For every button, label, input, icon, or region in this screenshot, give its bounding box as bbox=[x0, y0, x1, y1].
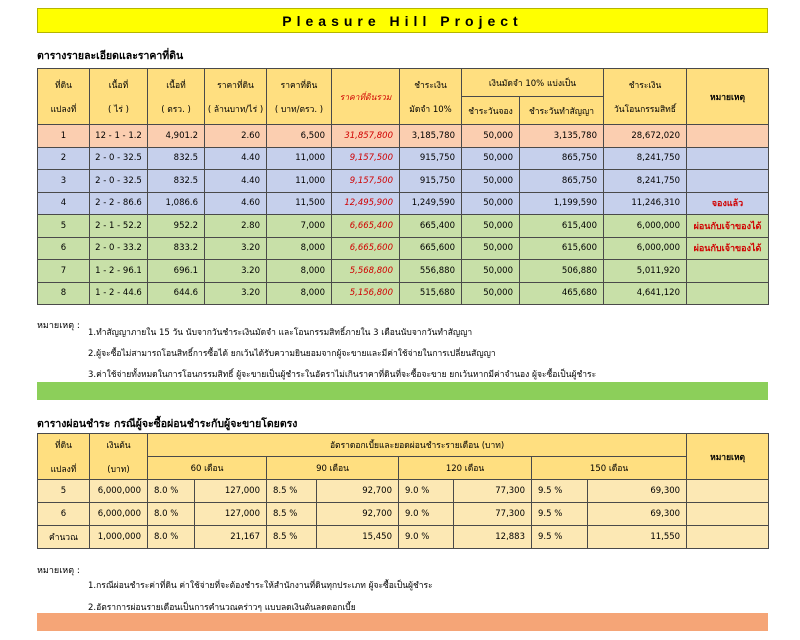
page-title: Pleasure Hill Project bbox=[37, 8, 768, 33]
cell-booking: 50,000 bbox=[462, 147, 520, 170]
cell-price-wa: 8,000 bbox=[267, 282, 332, 305]
cell-deposit: 915,750 bbox=[400, 147, 462, 170]
cell-principal: 1,000,000 bbox=[90, 526, 148, 549]
cell-p60: 127,000 bbox=[195, 480, 267, 503]
cell-p60: 127,000 bbox=[195, 503, 267, 526]
cell-remark: ผ่อนกับเจ้าของได้ bbox=[687, 215, 769, 238]
land-table-heading: ตารางรายละเอียดและราคาที่ดิน bbox=[37, 50, 184, 62]
cell-r120: 9.0 % bbox=[399, 480, 454, 503]
cell-r90: 8.5 % bbox=[267, 480, 317, 503]
header-price-wa: ราคาที่ดิน ( บาท/ตรว. ) bbox=[267, 69, 332, 125]
cell-price-wa: 11,000 bbox=[267, 170, 332, 193]
header-deposit-split: เงินมัดจำ 10% แบ่งเป็น bbox=[462, 69, 604, 97]
cell-wa: 952.2 bbox=[148, 215, 205, 238]
cell-p150: 11,550 bbox=[588, 526, 687, 549]
cell-price-wa: 6,500 bbox=[267, 125, 332, 148]
cell-r60: 8.0 % bbox=[148, 526, 195, 549]
table-row bbox=[38, 503, 769, 526]
header-remark: หมายเหตุ bbox=[687, 69, 769, 125]
cell-rai: 2 - 1 - 52.2 bbox=[90, 215, 148, 238]
cell-r90: 8.5 % bbox=[267, 526, 317, 549]
cell-p150: 69,300 bbox=[588, 480, 687, 503]
cell-price-wa: 8,000 bbox=[267, 237, 332, 260]
cell-total: 5,568,800 bbox=[332, 260, 400, 283]
cell-price-rai: 4.60 bbox=[205, 192, 267, 215]
cell-contract: 3,135,780 bbox=[520, 125, 604, 148]
cell-p60: 21,167 bbox=[195, 526, 267, 549]
cell-price-rai: 3.20 bbox=[205, 237, 267, 260]
table-row bbox=[38, 260, 769, 283]
cell-deposit: 515,680 bbox=[400, 282, 462, 305]
cell-p120: 77,300 bbox=[454, 480, 532, 503]
cell-wa: 1,086.6 bbox=[148, 192, 205, 215]
cell-r120: 9.0 % bbox=[399, 503, 454, 526]
cell-transfer: 28,672,020 bbox=[604, 125, 687, 148]
divider-band-green bbox=[37, 382, 768, 400]
cell-contract: 465,680 bbox=[520, 282, 604, 305]
cell-r150: 9.5 % bbox=[532, 480, 588, 503]
header-lot: ที่ดิน แปลงที่ bbox=[38, 69, 90, 125]
cell-booking: 50,000 bbox=[462, 260, 520, 283]
notes1-item-1: 1.ทำสัญญาภายใน 15 วัน นับจากวันชำระเงินมัดจำ และโอนกรรมสิทธิ์ภายใน 3 เดือนนับจากวันทำสัญญา bbox=[88, 328, 473, 338]
cell-total: 9,157,500 bbox=[332, 147, 400, 170]
table-row bbox=[38, 125, 769, 148]
cell-contract: 615,600 bbox=[520, 237, 604, 260]
cell-contract: 865,750 bbox=[520, 147, 604, 170]
cell-price-rai: 3.20 bbox=[205, 282, 267, 305]
notes1-label: หมายเหตุ : bbox=[37, 321, 80, 331]
inst-header-term-150: 150 เดือน bbox=[532, 457, 687, 480]
inst-header-principal: เงินต้น (บาท) bbox=[90, 434, 148, 480]
cell-price-rai: 4.40 bbox=[205, 147, 267, 170]
inst-header-remark: หมายเหตุ bbox=[687, 434, 769, 480]
cell-contract: 506,880 bbox=[520, 260, 604, 283]
cell-deposit: 1,249,590 bbox=[400, 192, 462, 215]
cell-deposit: 665,400 bbox=[400, 215, 462, 238]
cell-wa: 4,901.2 bbox=[148, 125, 205, 148]
cell-lot: 1 bbox=[38, 125, 90, 148]
header-area-rai: เนื้อที่ ( ไร่ ) bbox=[90, 69, 148, 125]
notes2-item-2: 2.อัตราการผ่อนรายเดือนเป็นการคำนวณคร่าวๆ แบบลดเงินต้นลดดอกเบี้ย bbox=[88, 603, 356, 613]
header-total-price: ราคาที่ดินรวม bbox=[332, 69, 400, 125]
table-row bbox=[38, 170, 769, 193]
cell-remark bbox=[687, 282, 769, 305]
cell-p150: 69,300 bbox=[588, 503, 687, 526]
cell-lot: 7 bbox=[38, 260, 90, 283]
cell-remark: จองแล้ว bbox=[687, 192, 769, 215]
header-price-rai: ราคาที่ดิน ( ล้านบาท/ไร่ ) bbox=[205, 69, 267, 125]
cell-price-wa: 7,000 bbox=[267, 215, 332, 238]
cell-transfer: 11,246,310 bbox=[604, 192, 687, 215]
cell-transfer: 6,000,000 bbox=[604, 237, 687, 260]
cell-price-wa: 11,000 bbox=[267, 147, 332, 170]
cell-remark bbox=[687, 480, 769, 503]
cell-rai: 2 - 0 - 32.5 bbox=[90, 170, 148, 193]
cell-lot: 4 bbox=[38, 192, 90, 215]
inst-header-term-60: 60 เดือน bbox=[148, 457, 267, 480]
cell-rai: 2 - 2 - 86.6 bbox=[90, 192, 148, 215]
cell-remark bbox=[687, 125, 769, 148]
cell-price-wa: 11,500 bbox=[267, 192, 332, 215]
table-row bbox=[38, 237, 769, 260]
cell-rai: 2 - 0 - 32.5 bbox=[90, 147, 148, 170]
cell-wa: 644.6 bbox=[148, 282, 205, 305]
notes2-label: หมายเหตุ : bbox=[37, 566, 80, 576]
cell-deposit: 915,750 bbox=[400, 170, 462, 193]
cell-lot: 5 bbox=[38, 480, 90, 503]
cell-price-rai: 4.40 bbox=[205, 170, 267, 193]
cell-lot: 3 bbox=[38, 170, 90, 193]
cell-rai: 2 - 0 - 33.2 bbox=[90, 237, 148, 260]
cell-total: 12,495,900 bbox=[332, 192, 400, 215]
cell-booking: 50,000 bbox=[462, 237, 520, 260]
cell-p120: 77,300 bbox=[454, 503, 532, 526]
installment-table bbox=[37, 433, 769, 549]
cell-transfer: 8,241,750 bbox=[604, 147, 687, 170]
table-row bbox=[38, 215, 769, 238]
table-row bbox=[38, 147, 769, 170]
cell-remark bbox=[687, 526, 769, 549]
cell-booking: 50,000 bbox=[462, 215, 520, 238]
divider-band-peach bbox=[37, 613, 768, 631]
cell-price-rai: 2.60 bbox=[205, 125, 267, 148]
header-area-wa: เนื้อที่ ( ตรว. ) bbox=[148, 69, 205, 125]
cell-lot: 5 bbox=[38, 215, 90, 238]
table-row bbox=[38, 526, 769, 549]
cell-remark: ผ่อนกับเจ้าของได้ bbox=[687, 237, 769, 260]
cell-lot: 6 bbox=[38, 503, 90, 526]
header-pay-transfer: ชำระเงิน วันโอนกรรมสิทธิ์ bbox=[604, 69, 687, 125]
cell-lot: คำนวณ bbox=[38, 526, 90, 549]
header-pay-contract: ชำระวันทำสัญญา bbox=[520, 97, 604, 125]
cell-transfer: 6,000,000 bbox=[604, 215, 687, 238]
cell-lot: 6 bbox=[38, 237, 90, 260]
cell-principal: 6,000,000 bbox=[90, 480, 148, 503]
inst-header-rate-group: อัตราดอกเบี้ยและยอดผ่อนชำระรายเดือน (บาท) bbox=[148, 434, 687, 457]
cell-remark bbox=[687, 260, 769, 283]
cell-r60: 8.0 % bbox=[148, 480, 195, 503]
inst-header-lot: ที่ดิน แปลงที่ bbox=[38, 434, 90, 480]
cell-wa: 696.1 bbox=[148, 260, 205, 283]
inst-header-term-90: 90 เดือน bbox=[267, 457, 399, 480]
cell-remark bbox=[687, 170, 769, 193]
cell-total: 5,156,800 bbox=[332, 282, 400, 305]
cell-p90: 15,450 bbox=[317, 526, 399, 549]
cell-remark bbox=[687, 503, 769, 526]
installment-table-heading: ตารางผ่อนชำระ กรณีผู้จะซื้อผ่อนชำระกับผู้จะขายโดยตรง bbox=[37, 418, 298, 430]
cell-r60: 8.0 % bbox=[148, 503, 195, 526]
cell-transfer: 5,011,920 bbox=[604, 260, 687, 283]
cell-contract: 1,199,590 bbox=[520, 192, 604, 215]
cell-r90: 8.5 % bbox=[267, 503, 317, 526]
cell-principal: 6,000,000 bbox=[90, 503, 148, 526]
notes1-item-2: 2.ผู้จะซื้อไม่สามารถโอนสิทธิ์การซื้อได้ ยกเว้นได้รับความยินยอมจากผู้จะขายและมีค่าใช้จ่ายในการเปลี่ยนสัญญา bbox=[88, 349, 496, 359]
cell-price-rai: 2.80 bbox=[205, 215, 267, 238]
cell-contract: 615,400 bbox=[520, 215, 604, 238]
cell-deposit: 665,600 bbox=[400, 237, 462, 260]
cell-r150: 9.5 % bbox=[532, 503, 588, 526]
cell-remark bbox=[687, 147, 769, 170]
table-row bbox=[38, 480, 769, 503]
cell-contract: 865,750 bbox=[520, 170, 604, 193]
cell-p90: 92,700 bbox=[317, 480, 399, 503]
cell-wa: 832.5 bbox=[148, 170, 205, 193]
cell-booking: 50,000 bbox=[462, 282, 520, 305]
cell-total: 31,857,800 bbox=[332, 125, 400, 148]
cell-booking: 50,000 bbox=[462, 170, 520, 193]
cell-rai: 1 - 2 - 44.6 bbox=[90, 282, 148, 305]
notes1-item-3: 3.ค่าใช้จ่ายทั้งหมดในการโอนกรรมสิทธิ์ ผู้จะขายเป็นผู้ชำระในอัตราไม่เกินราคาที่ดินที่จะซื้อจะขาย ยกเว้นหากมีค่าจำนอง ผู้จะซื้อเป็นผู้ชำระ bbox=[88, 370, 597, 380]
cell-wa: 833.2 bbox=[148, 237, 205, 260]
table-row bbox=[38, 192, 769, 215]
cell-deposit: 3,185,780 bbox=[400, 125, 462, 148]
cell-transfer: 4,641,120 bbox=[604, 282, 687, 305]
cell-deposit: 556,880 bbox=[400, 260, 462, 283]
cell-price-rai: 3.20 bbox=[205, 260, 267, 283]
cell-rai: 1 - 2 - 96.1 bbox=[90, 260, 148, 283]
cell-rai: 12 - 1 - 1.2 bbox=[90, 125, 148, 148]
cell-total: 6,665,600 bbox=[332, 237, 400, 260]
land-price-table bbox=[37, 68, 769, 305]
cell-total: 6,665,400 bbox=[332, 215, 400, 238]
cell-transfer: 8,241,750 bbox=[604, 170, 687, 193]
cell-booking: 50,000 bbox=[462, 192, 520, 215]
table-row bbox=[38, 282, 769, 305]
inst-header-term-120: 120 เดือน bbox=[399, 457, 532, 480]
cell-r150: 9.5 % bbox=[532, 526, 588, 549]
cell-lot: 2 bbox=[38, 147, 90, 170]
header-pay-deposit: ชำระเงิน มัดจำ 10% bbox=[400, 69, 462, 125]
cell-p120: 12,883 bbox=[454, 526, 532, 549]
cell-booking: 50,000 bbox=[462, 125, 520, 148]
cell-p90: 92,700 bbox=[317, 503, 399, 526]
cell-lot: 8 bbox=[38, 282, 90, 305]
header-pay-booking: ชำระวันจอง bbox=[462, 97, 520, 125]
notes2-item-1: 1.กรณีผ่อนชำระค่าที่ดิน ค่าใช้จ่ายที่จะต้องชำระให้สำนักงานที่ดินทุกประเภท ผู้จะซื้อเป็นผู้ชำระ bbox=[88, 581, 433, 591]
cell-r120: 9.0 % bbox=[399, 526, 454, 549]
cell-price-wa: 8,000 bbox=[267, 260, 332, 283]
cell-wa: 832.5 bbox=[148, 147, 205, 170]
cell-total: 9,157,500 bbox=[332, 170, 400, 193]
